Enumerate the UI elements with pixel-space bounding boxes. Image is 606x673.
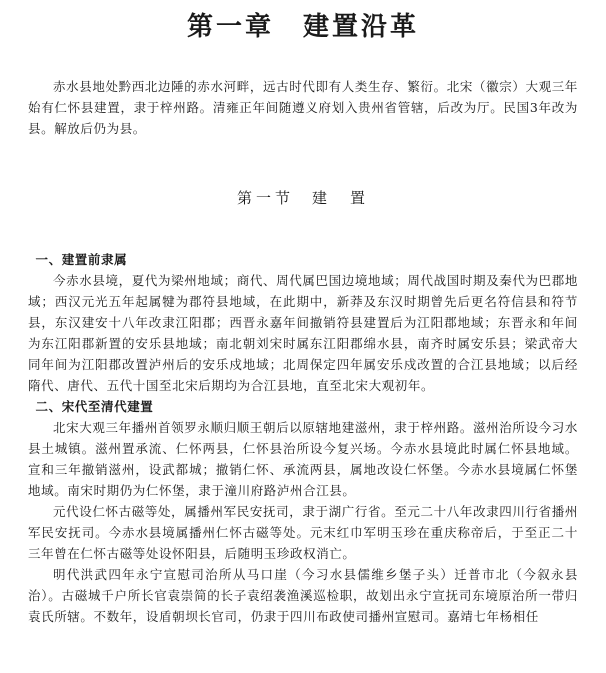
subsection-heading: 二、宋代至清代建置 — [35, 399, 154, 414]
subsection-1 — [28, 249, 578, 396]
body-paragraph: 明代洪武四年永宁宣慰司治所从马口崖（今习水县儒维乡堡子头）迁普市北（今叙永县治）。古磁城千户所长官袁崇简的长子袁绍袭渔溪巡检职，故划出永宁宣抚司东境原治所一带归袁氏所辖。不数年，设盾朝坝长官司，仍隶于四川布政使司播州宣慰司。嘉靖七年杨相任 — [28, 567, 578, 624]
section-name: 建 置 — [312, 189, 370, 207]
body-paragraph: 元代设仁怀古磁等处，属播州军民安抚司，隶于湖广行省。至元二十八年改隶四川行省播州军民安抚司。今赤水县境属播州仁怀古磁等处。元末红巾军明玉珍在重庆称帝后，于至正二十三年曾在仁怀古磁等处设怀阳县，后随明玉珍政权消亡。 — [28, 504, 578, 561]
subsection-2 — [28, 396, 578, 627]
intro-paragraph: 赤水县地处黔西北边陲的赤水河畔，远古时代即有人类生存、繁衍。北宋（徽宗）大观三年始有仁怀县建置，隶于梓州路。清雍正年间随遵义府划入贵州省管辖，后改为厅。民国3年改为县。解放后仍为县。 — [28, 79, 578, 136]
section-label: 第一节 — [236, 189, 294, 207]
body-paragraph: 今赤水县境，夏代为梁州地域；商代、周代属巴国边境地域；周代战国时期及秦代为巴郡地域；西汉元光五年起属犍为郡符县地域，在此期中，新莽及东汉时期曾先后更名符信县和符节县，东汉建安十八年改隶江阳郡；西晋永嘉年间撤销符县建置后为江阳郡地域；东晋永和年间为东江阳郡新置的安乐县地域；南北朝刘宋时属东江阳郡绵水县，南齐时属安乐县；梁武帝大同年间为江阳郡改置泸州后的安乐戍地域；北周保定四年属安乐戍改置的合江县地域；以后经隋代、唐代、五代十国至北宋后期均为合江县地，直至北宋大观初年。 — [28, 273, 578, 393]
intro-block — [28, 76, 578, 139]
section-title — [28, 187, 578, 209]
subsection-heading: 一、建置前隶属 — [35, 252, 128, 267]
body-paragraph: 北宋大观三年播州首领罗永顺归顺王朝后以原辖地建滋州，隶于梓州路。滋州治所设今习水县土城镇。滋州置承流、仁怀两县，仁怀县治所设今复兴场。今赤水县境此时属仁怀县地域。宣和三年撤销滋州，设武都城；撤销仁怀、承流两县，属地改设仁怀堡。今赤水县境属仁怀堡地域。南宋时期仍为仁怀堡，隶于潼川府路泸州合江县。 — [28, 420, 578, 498]
chapter-title: 第一章 建置沿革 — [186, 12, 419, 42]
